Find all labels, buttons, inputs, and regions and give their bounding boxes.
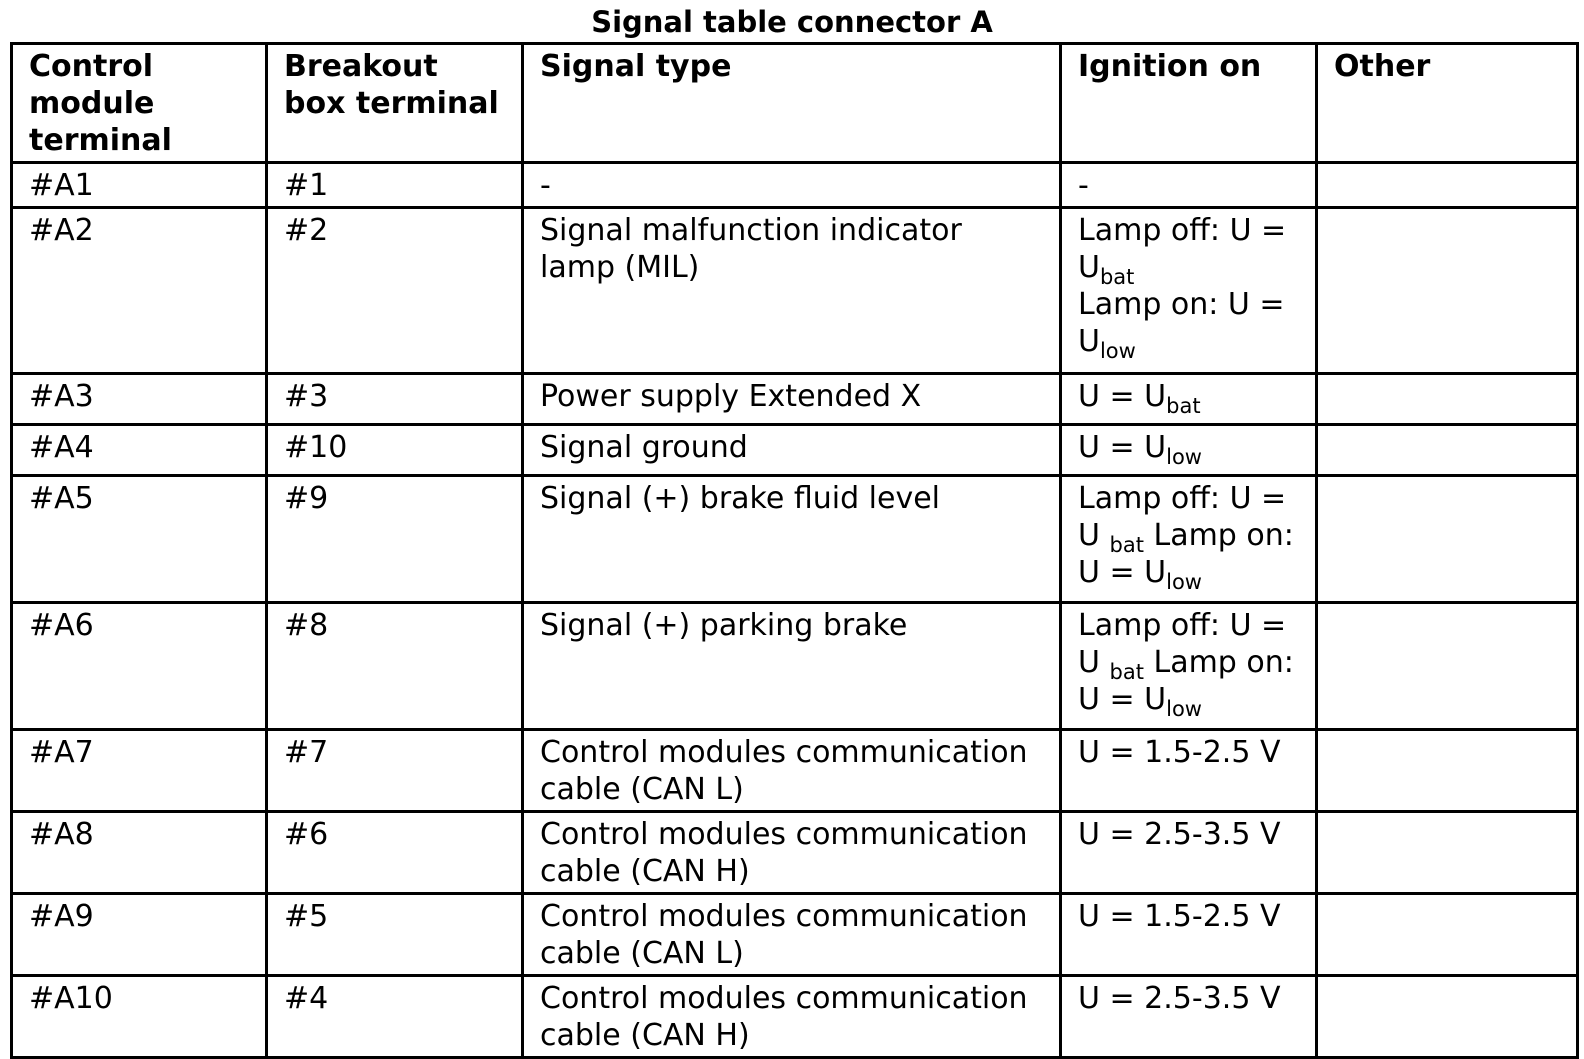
cell-breakout-box-terminal: #10 <box>267 425 523 476</box>
cell-control-module-terminal: #A4 <box>12 425 267 476</box>
ignition-subscript-a: bat <box>1166 394 1201 418</box>
cell-control-module-terminal: #A10 <box>12 976 267 1058</box>
table-row <box>12 425 1578 476</box>
ignition-text-a: Lamp off: U = U <box>1078 213 1287 285</box>
table-row <box>12 374 1578 425</box>
cell-control-module-terminal: #A3 <box>12 374 267 425</box>
cell-signal-type: Signal (+) parking brake <box>523 603 1061 730</box>
ignition-subscript-a: bat <box>1109 660 1144 684</box>
table-row <box>12 208 1578 374</box>
cell-ignition-on: - <box>1061 163 1317 208</box>
cell-ignition-on <box>1061 603 1317 730</box>
table-header-row <box>12 44 1578 163</box>
table-title: Signal table connector A <box>591 5 993 39</box>
cell-other <box>1317 425 1578 476</box>
ignition-text-b: Lamp on: U = U <box>1078 645 1294 717</box>
cell-ignition-on: U = 2.5-3.5 V <box>1061 812 1317 894</box>
cell-signal-type: Signal ground <box>523 425 1061 476</box>
cell-signal-type: Control modules communication cable (CAN L) <box>523 894 1061 976</box>
cell-control-module-terminal: #A2 <box>12 208 267 374</box>
table-row <box>12 730 1578 812</box>
cell-other <box>1317 603 1578 730</box>
ignition-text-b: Lamp on: U = U <box>1078 518 1294 590</box>
table-row <box>12 476 1578 603</box>
cell-other <box>1317 163 1578 208</box>
ignition-text-a: U = U <box>1078 379 1167 414</box>
cell-ignition-on: U = 1.5-2.5 V <box>1061 730 1317 812</box>
header-control-module-terminal: Control module terminal <box>12 44 267 163</box>
cell-signal-type: Signal (+) brake fluid level <box>523 476 1061 603</box>
cell-breakout-box-terminal: #4 <box>267 976 523 1058</box>
cell-other <box>1317 812 1578 894</box>
ignition-subscript-b: low <box>1166 570 1202 594</box>
ignition-subscript-a: bat <box>1099 265 1135 289</box>
ignition-text-a: Lamp off: U = U <box>1078 608 1287 680</box>
cell-control-module-terminal: #A8 <box>12 812 267 894</box>
cell-breakout-box-terminal: #7 <box>267 730 523 812</box>
cell-signal-type: Control modules communication cable (CAN H) <box>523 812 1061 894</box>
table-row <box>12 603 1578 730</box>
table-row <box>12 163 1578 208</box>
cell-signal-type: Signal malfunction indicator lamp (MIL) <box>523 208 1061 374</box>
ignition-text-b: Lamp on: U = U <box>1078 287 1285 359</box>
cell-breakout-box-terminal: #5 <box>267 894 523 976</box>
cell-other <box>1317 208 1578 374</box>
cell-control-module-terminal: #A5 <box>12 476 267 603</box>
header-ignition-on: Ignition on <box>1061 44 1317 163</box>
cell-signal-type: Control modules communication cable (CAN L) <box>523 730 1061 812</box>
cell-breakout-box-terminal: #3 <box>267 374 523 425</box>
signal-table <box>10 42 1579 1059</box>
ignition-subscript-a: low <box>1166 445 1202 469</box>
cell-signal-type: Power supply Extended X <box>523 374 1061 425</box>
cell-ignition-on <box>1061 425 1317 476</box>
cell-ignition-on <box>1061 374 1317 425</box>
cell-breakout-box-terminal: #9 <box>267 476 523 603</box>
cell-control-module-terminal: #A9 <box>12 894 267 976</box>
cell-breakout-box-terminal: #8 <box>267 603 523 730</box>
header-breakout-box-terminal: Breakout box terminal <box>267 44 523 163</box>
cell-control-module-terminal: #A6 <box>12 603 267 730</box>
cell-breakout-box-terminal: #2 <box>267 208 523 374</box>
table-row <box>12 812 1578 894</box>
cell-breakout-box-terminal: #6 <box>267 812 523 894</box>
cell-signal-type: - <box>523 163 1061 208</box>
table-row <box>12 976 1578 1058</box>
header-other: Other <box>1317 44 1578 163</box>
cell-control-module-terminal: #A7 <box>12 730 267 812</box>
ignition-subscript-b: low <box>1099 339 1136 363</box>
table-row <box>12 894 1578 976</box>
ignition-subscript-a: bat <box>1109 533 1144 557</box>
cell-other <box>1317 894 1578 976</box>
cell-breakout-box-terminal: #1 <box>267 163 523 208</box>
cell-ignition-on <box>1061 476 1317 603</box>
cell-other <box>1317 476 1578 603</box>
cell-other <box>1317 730 1578 812</box>
cell-other <box>1317 374 1578 425</box>
cell-ignition-on: U = 2.5-3.5 V <box>1061 976 1317 1058</box>
ignition-text-a: U = U <box>1078 430 1167 465</box>
ignition-subscript-b: low <box>1166 697 1202 721</box>
ignition-text-a: Lamp off: U = U <box>1078 481 1287 553</box>
cell-ignition-on: U = 1.5-2.5 V <box>1061 894 1317 976</box>
cell-control-module-terminal: #A1 <box>12 163 267 208</box>
cell-other <box>1317 976 1578 1058</box>
cell-ignition-on <box>1061 208 1317 374</box>
header-signal-type: Signal type <box>523 44 1061 163</box>
cell-signal-type: Control modules communication cable (CAN H) <box>523 976 1061 1058</box>
